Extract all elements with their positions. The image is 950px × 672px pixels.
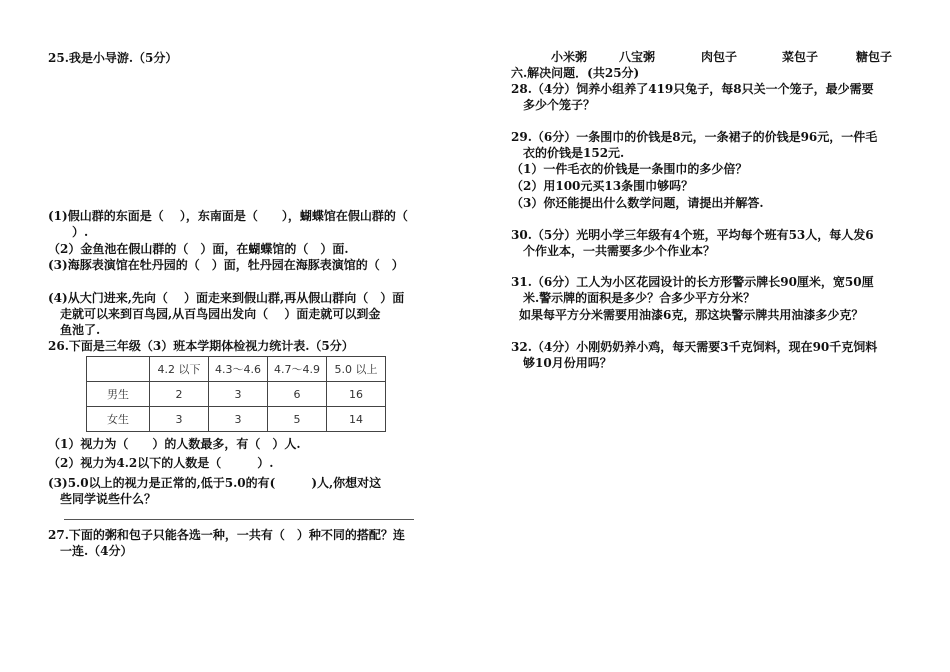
- q29-sub-1: （1）一件毛衣的价钱是一条围巾的多少倍？: [511, 162, 748, 176]
- food-label: 八宝粥: [619, 50, 656, 64]
- q29-line-1: 29.（6分）一条围巾的价钱是8元，一条裙子的价钱是96元，一件毛: [511, 130, 878, 144]
- q27-line-1: 27.下面的粥和包子只能各选一种，一共有（ ）种不同的搭配？连: [48, 528, 405, 542]
- q25-item-3: (3)海豚表演馆在牡丹园的（ ）面，牡丹园在海豚表演馆的（ ）: [48, 258, 404, 272]
- table-header-row: [87, 357, 386, 382]
- table-header-cell: 4.2 以下: [150, 357, 209, 382]
- food-label: 小米粥: [551, 50, 588, 64]
- table-header-cell: [87, 357, 150, 382]
- q25-title: 25.我是小导游.（5分）: [48, 51, 178, 65]
- q29-line-2: 衣的价钱是152元.: [511, 146, 625, 160]
- q28-line-2: 多少个笼子？: [511, 98, 596, 112]
- table-row: [87, 382, 386, 407]
- table-cell: 女生: [87, 407, 150, 432]
- divider-line: [64, 519, 414, 520]
- vision-stats-table: [86, 356, 386, 432]
- q26-item-2: （2）视力为4.2以下的人数是（ ）.: [48, 456, 274, 470]
- food-label: 菜包子: [782, 50, 819, 64]
- table-header-cell: 4.7～4.9: [268, 357, 327, 382]
- q25-item-2: （2）金鱼池在假山群的（ ）面，在蝴蝶馆的（ ）面.: [48, 242, 349, 256]
- q29-sub-3: （3）你还能提出什么数学问题，请提出并解答.: [511, 196, 764, 210]
- food-label: 糖包子: [856, 50, 893, 64]
- q30-line-1: 30.（5分）光明小学三年级有4个班，平均每个班有53人，每人发6: [511, 228, 874, 242]
- q25-item-4-cont1: 走就可以来到百鸟园,从百鸟园出发向（ ）面走就可以到金: [48, 307, 381, 321]
- section-title: 六.解决问题．(共25分): [511, 66, 640, 80]
- q28-line-1: 28.（4分）饲养小组养了419只兔子，每8只关一个笼子，最少需要: [511, 82, 874, 96]
- q30-line-2: 个作业本，一共需要多少个作业本？: [511, 244, 716, 258]
- food-label: 肉包子: [701, 50, 738, 64]
- q25-item-4-cont2: 鱼池了.: [48, 323, 101, 337]
- q31-line-2: 米.警示牌的面积是多少？合多少平方分米？: [511, 291, 756, 305]
- q31-line-3: 如果每平方分米需要用油漆6克，那这块警示牌共用油漆多少克？: [519, 308, 864, 322]
- q26-title: 26.下面是三年级（3）班本学期体检视力统计表.（5分）: [48, 339, 354, 353]
- table-cell: 6: [268, 382, 327, 407]
- table-cell: 16: [327, 382, 386, 407]
- table-cell: 14: [327, 407, 386, 432]
- q26-item-1: （1）视力为（ ）的人数最多，有（ ）人.: [48, 437, 301, 451]
- q26-item-3-cont: 些同学说些什么？: [48, 492, 157, 506]
- table-cell: 2: [150, 382, 209, 407]
- table-cell: 3: [209, 407, 268, 432]
- table-header-cell: 4.3～4.6: [209, 357, 268, 382]
- q25-item-4: (4)从大门进来,先向（ ）面走来到假山群,再从假山群向（ ）面: [48, 291, 405, 305]
- q25-item-1-cont: ）.: [48, 225, 89, 239]
- q29-sub-2: （2）用100元买13条围巾够吗？: [511, 179, 694, 193]
- table-cell: 5: [268, 407, 327, 432]
- table-cell: 男生: [87, 382, 150, 407]
- q32-line-2: 够10月份用吗？: [511, 356, 612, 370]
- q31-line-1: 31.（6分）工人为小区花园设计的长方形警示牌长90厘米，宽50厘: [511, 275, 874, 289]
- table-row: [87, 407, 386, 432]
- q27-line-2: 一连.（4分）: [48, 544, 133, 558]
- table-cell: 3: [150, 407, 209, 432]
- table-cell: 3: [209, 382, 268, 407]
- q32-line-1: 32.（4分）小刚奶奶养小鸡，每天需要3千克饲料，现在90千克饲料: [511, 340, 878, 354]
- q26-item-3: (3)5.0以上的视力是正常的,低于5.0的有( )人,你想对这: [48, 476, 382, 490]
- table-header-cell: 5.0 以上: [327, 357, 386, 382]
- q25-item-1: (1)假山群的东面是（ ），东南面是（ ），蝴蝶馆在假山群的（: [48, 209, 408, 223]
